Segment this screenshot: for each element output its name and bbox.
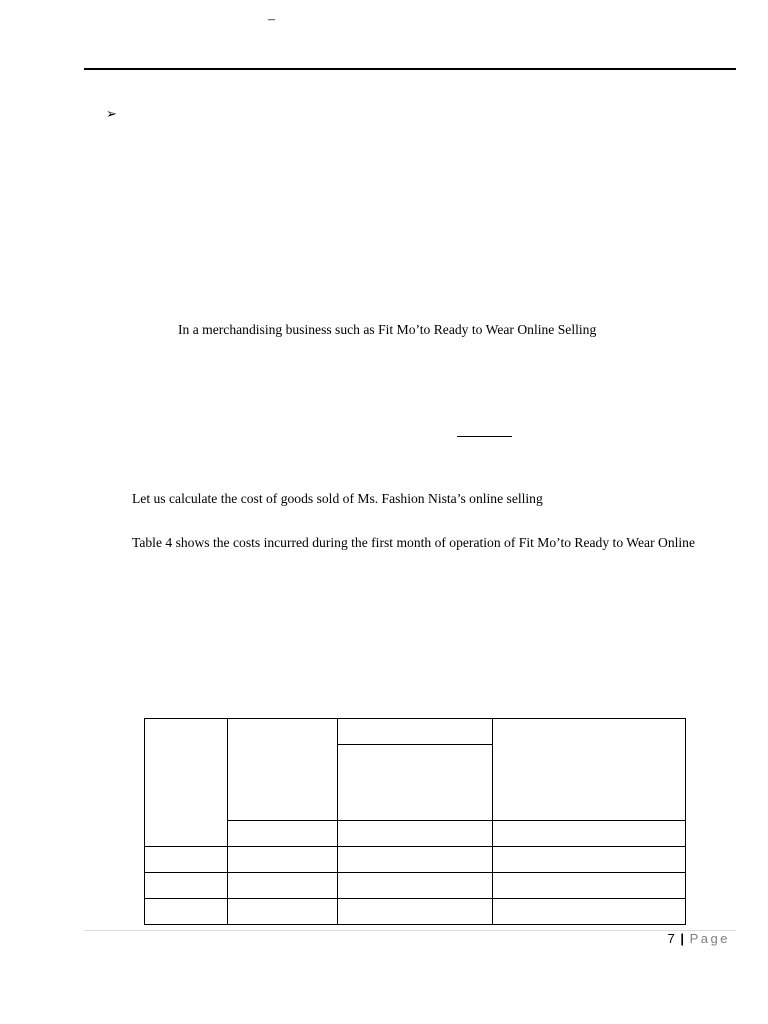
table-cell xyxy=(228,719,338,821)
arrow-bullet-icon: ➢ xyxy=(106,106,117,121)
table-cell xyxy=(338,899,493,925)
table-row xyxy=(145,873,686,899)
footer-rule xyxy=(84,930,736,931)
table-cell xyxy=(493,873,686,899)
table-cell xyxy=(228,821,338,847)
header-rule xyxy=(84,68,736,70)
table-row xyxy=(145,847,686,873)
table-row xyxy=(145,899,686,925)
table-cell xyxy=(338,745,493,821)
paragraph-calculate-cogs: Let us calculate the cost of goods sold of Ms. Fashion Nista’s online selling xyxy=(132,491,543,506)
page-number: 7 xyxy=(667,931,675,946)
table-cell xyxy=(145,873,228,899)
paragraph-table-4-intro: Table 4 shows the costs incurred during the first month of operation of Fit Mo’to Ready to Wear Online xyxy=(132,535,695,550)
table-cell xyxy=(493,719,686,821)
page-label: Page xyxy=(689,931,730,946)
table-cell xyxy=(493,847,686,873)
table-cell xyxy=(228,873,338,899)
fill-in-blank-line xyxy=(457,436,512,437)
footer-separator: | xyxy=(680,931,684,946)
table-cell xyxy=(228,899,338,925)
cost-table xyxy=(144,718,686,925)
table-cell xyxy=(145,719,228,847)
table-cell xyxy=(338,847,493,873)
table-row xyxy=(145,719,686,745)
table-cell xyxy=(228,847,338,873)
page-footer xyxy=(668,931,731,946)
table-cell xyxy=(338,821,493,847)
table-cell xyxy=(493,899,686,925)
table-cell xyxy=(338,719,493,745)
paragraph-merchandising: In a merchandising business such as Fit Mo’to Ready to Wear Online Selling xyxy=(178,322,597,337)
header-dash: – xyxy=(268,12,275,27)
table-cell xyxy=(145,899,228,925)
table-cell xyxy=(145,847,228,873)
table-cell xyxy=(338,873,493,899)
table-cell xyxy=(493,821,686,847)
